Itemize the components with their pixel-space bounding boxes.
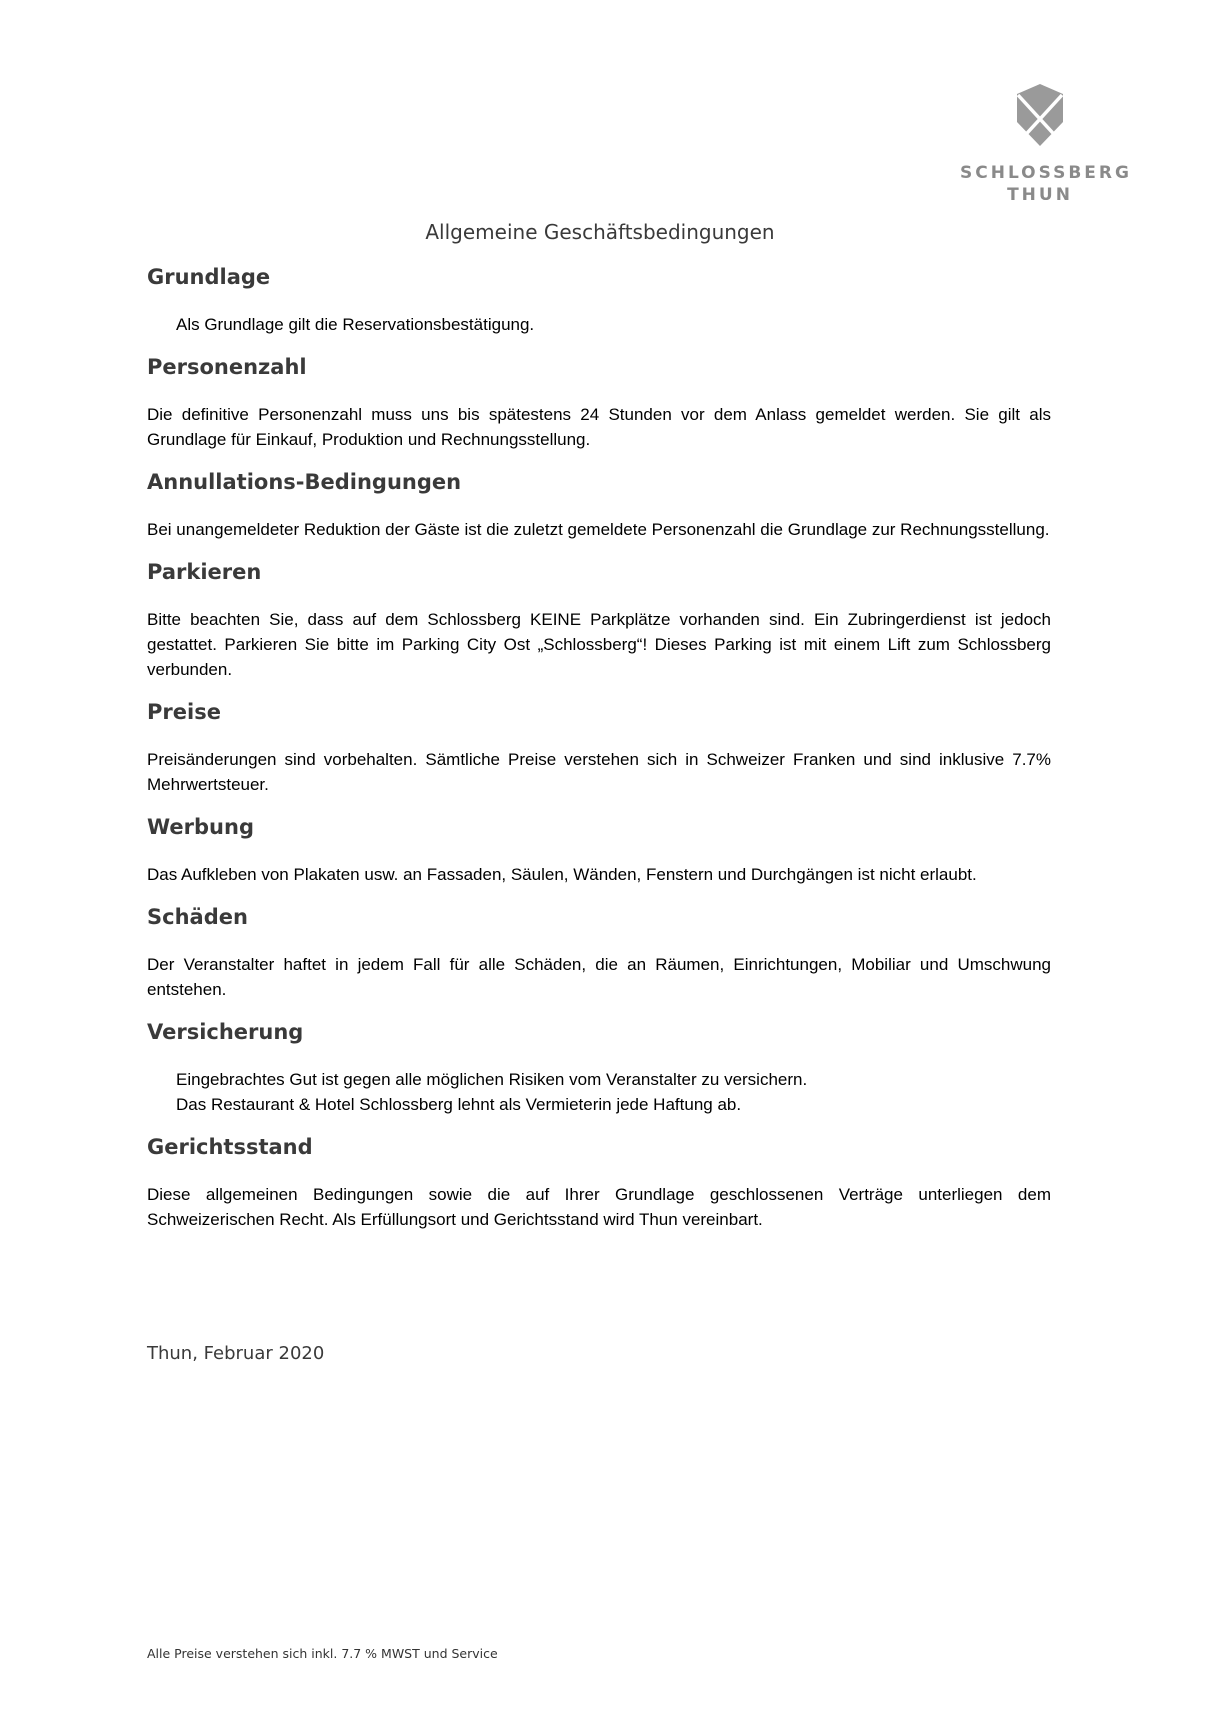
section-schaeden xyxy=(147,902,1051,1002)
section-parkieren xyxy=(147,557,1051,682)
terms-content xyxy=(147,262,1051,1247)
section-heading: Gerichtsstand xyxy=(147,1135,313,1159)
section-preise xyxy=(147,697,1051,797)
schlossberg-logo xyxy=(960,82,1132,206)
section-text: Das Aufkleben von Plakaten usw. an Fassaden, Säulen, Wänden, Fenstern und Durchgängen ist nicht erlaubt. xyxy=(147,865,977,884)
section-personenzahl xyxy=(147,352,1051,452)
section-text: Bei unangemeldeter Reduktion der Gäste ist die zuletzt gemeldete Personenzahl die Grundlage zur Rechnungsstellung. xyxy=(147,520,1050,539)
section-text xyxy=(147,1067,1051,1117)
section-werbung xyxy=(147,812,1051,887)
footer-note: Alle Preise verstehen sich inkl. 7.7 % MWST und Service xyxy=(147,1646,498,1661)
section-heading: Werbung xyxy=(147,815,254,839)
section-heading: Parkieren xyxy=(147,560,262,584)
section-heading: Schäden xyxy=(147,905,248,929)
logo-text-line1: SCHLOSSBERG xyxy=(960,163,1132,183)
section-text: Diese allgemeinen Bedingungen sowie die auf Ihrer Grundlage geschlossenen Verträge unterliegen dem Schweizerischen Recht. Als Erfüllungsort und Gerichtsstand wird Thun vereinbart. xyxy=(147,1185,1051,1229)
section-heading: Preise xyxy=(147,700,221,724)
signoff-place-date: Thun, Februar 2020 xyxy=(147,1343,325,1364)
shield-x-icon xyxy=(1015,82,1065,148)
section-text: Preisänderungen sind vorbehalten. Sämtliche Preise verstehen sich in Schweizer Franken und sind inklusive 7.7% Mehrwertsteuer. xyxy=(147,750,1051,794)
section-versicherung xyxy=(147,1017,1051,1117)
section-text: Als Grundlage gilt die Reservationsbestätigung. xyxy=(176,315,535,334)
section-heading: Personenzahl xyxy=(147,355,307,379)
section-grundlage xyxy=(147,262,1051,337)
section-annullation xyxy=(147,467,1051,542)
section-heading: Grundlage xyxy=(147,265,271,289)
logo-text-line2: THUN xyxy=(1007,185,1073,205)
section-text: Bitte beachten Sie, dass auf dem Schlossberg KEINE Parkplätze vorhanden sind. Ein Zubringerdienst ist jedoch gestattet. Parkieren Sie bitte im Parking City Ost „Schlossberg“! Dieses Parking ist mit einem Lift zum Schlossberg verbunden. xyxy=(147,610,1051,679)
section-gerichtsstand xyxy=(147,1132,1051,1232)
section-text-line: Eingebrachtes Gut ist gegen alle möglichen Risiken vom Veranstalter zu versichern. xyxy=(176,1070,808,1089)
section-heading: Versicherung xyxy=(147,1020,304,1044)
section-text: Der Veranstalter haftet in jedem Fall für alle Schäden, die an Räumen, Einrichtungen, Mobiliar und Umschwung entstehen. xyxy=(147,955,1051,999)
section-text-line: Das Restaurant & Hotel Schlossberg lehnt als Vermieterin jede Haftung ab. xyxy=(176,1095,742,1114)
document-title: Allgemeine Geschäftsbedingungen xyxy=(425,220,775,244)
section-text: Die definitive Personenzahl muss uns bis spätestens 24 Stunden vor dem Anlass gemeldet werden. Sie gilt als Grundlage für Einkauf, Produktion und Rechnungsstellung. xyxy=(147,405,1051,449)
section-heading: Annullations-Bedingungen xyxy=(147,470,462,494)
